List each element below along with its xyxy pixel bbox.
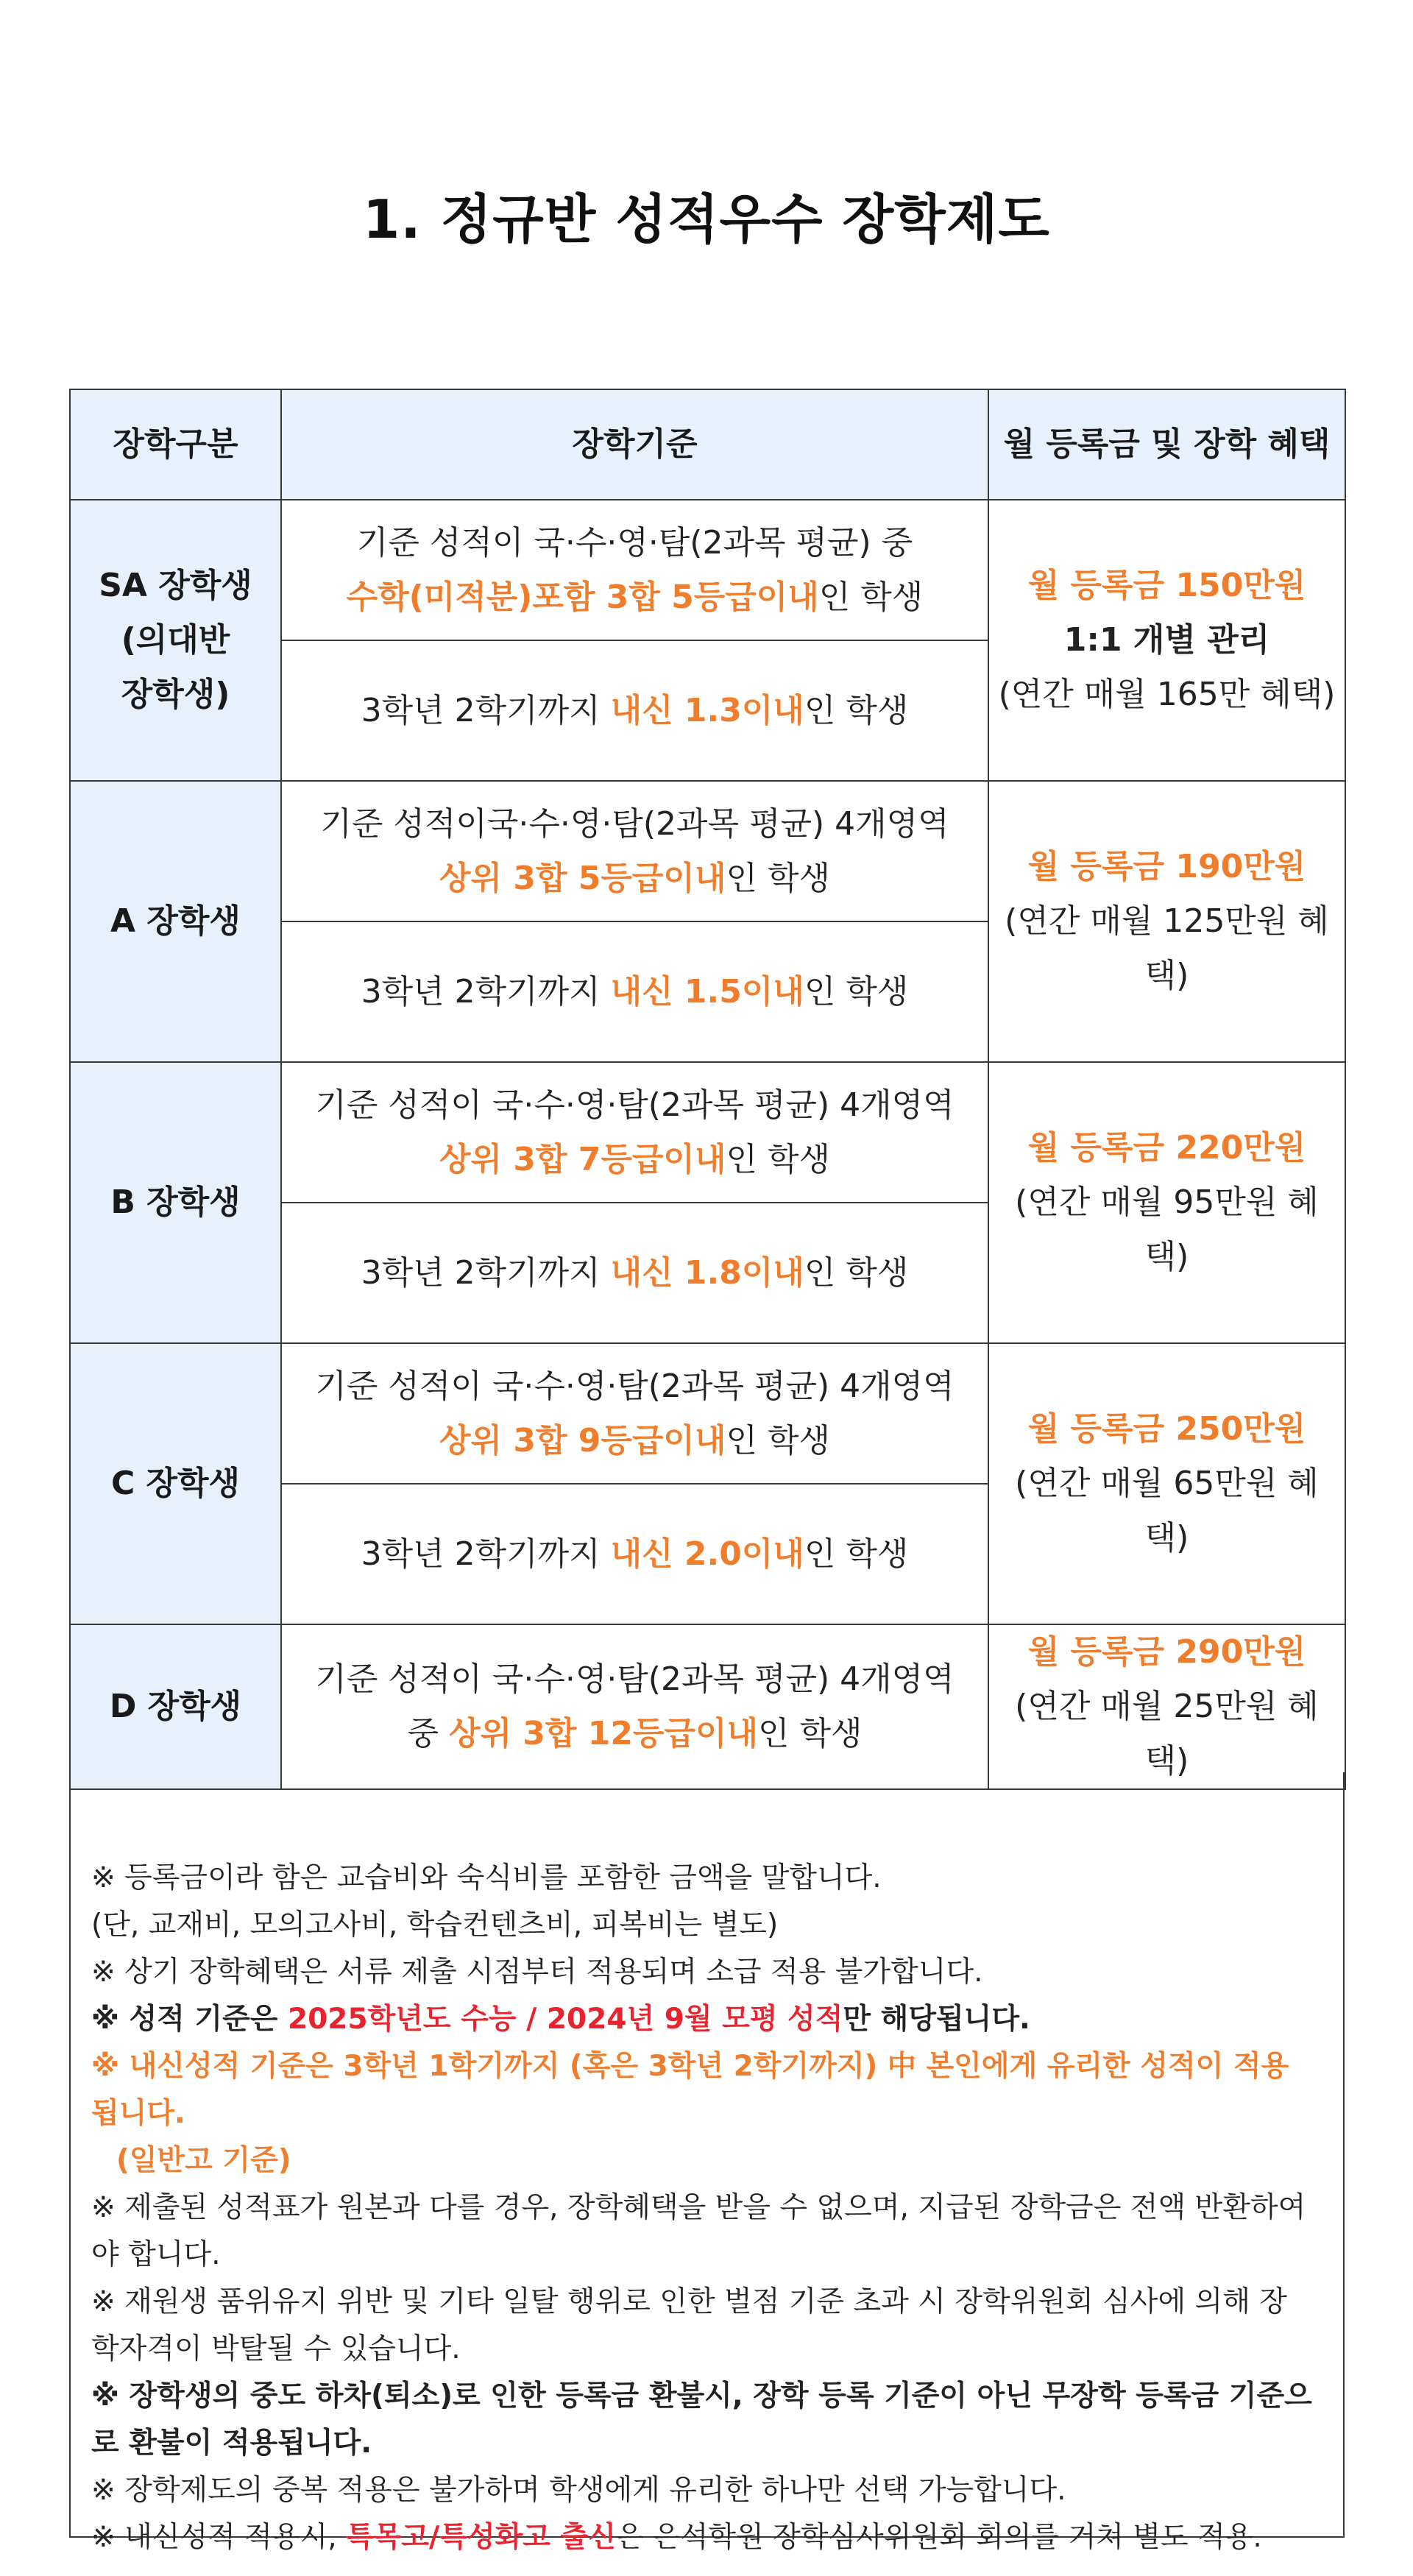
criteria-a-grade: 기준 성적이국·수·영·탐(2과목 평균) 4개영역 상위 3합 5등급이내인 학생 xyxy=(281,781,988,921)
note-9: ※ 장학제도의 중복 적용은 불가하며 학생에게 유리한 하나만 선택 가능합니다. xyxy=(91,2474,1066,2507)
note-2: (단, 교재비, 모의고사비, 학습컨텐츠비, 피복비는 별도) xyxy=(91,1908,779,1942)
note-3: ※ 상기 장학혜택은 서류 제출 시점부터 적용되며 소급 적용 불가합니다. xyxy=(91,1956,983,1989)
benefit-sa: 월 등록금 150만원 1:1 개별 관리 (연간 매월 165만 혜택) xyxy=(988,500,1345,781)
note-5b: (일반고 기준) xyxy=(116,2144,291,2177)
criteria-d-grade: 기준 성적이 국·수·영·탐(2과목 평균) 4개영역 중 상위 3합 12등급이내인 학생 xyxy=(281,1624,988,1789)
category-d: D 장학생 xyxy=(70,1624,281,1789)
benefit-a: 월 등록금 190만원 (연간 매월 125만원 혜택) xyxy=(988,781,1345,1062)
scholarship-table xyxy=(69,389,1346,1790)
criteria-sa-grade: 기준 성적이 국·수·영·탐(2과목 평균) 중 수학(미적분)포함 3합 5등급이내인 학생 xyxy=(281,500,988,640)
criteria-c-gpa: 3학년 2학기까지 내신 2.0이내인 학생 xyxy=(281,1484,988,1624)
criteria-a-gpa: 3학년 2학기까지 내신 1.5이내인 학생 xyxy=(281,921,988,1062)
category-c: C 장학생 xyxy=(70,1343,281,1624)
criteria-c-grade: 기준 성적이 국·수·영·탐(2과목 평균) 4개영역 상위 3합 9등급이내인 학생 xyxy=(281,1343,988,1484)
criteria-b-grade: 기준 성적이 국·수·영·탐(2과목 평균) 4개영역 상위 3합 7등급이내인 학생 xyxy=(281,1062,988,1203)
table-row-b xyxy=(70,1062,1345,1203)
table-row-sa xyxy=(70,500,1345,640)
note-8: ※ 장학생의 중도 하차(퇴소)로 인한 등록금 환불시, 장학 등록 기준이 아닌 무장학 등록금 기준으로 환불이 적용됩니다. xyxy=(91,2379,1312,2460)
table-header-row xyxy=(70,389,1345,500)
category-sa: SA 장학생 (의대반 장학생) xyxy=(70,500,281,781)
note-5: ※ 내신성적 기준은 3학년 1학기까지 (혹은 3학년 2학기까지) 中 본인에게 유리한 성적이 적용됩니다. xyxy=(91,2050,1289,2130)
note-10: ※ 내신성적 적용시, 특목고/특성화고 출신은 은석학원 장학심사위원회 회의를 거쳐 별도 적용. xyxy=(91,2521,1262,2554)
note-4: ※ 성적 기준은 2025학년도 수능 / 2024년 9월 모평 성적만 해당됩니다. xyxy=(91,2003,1030,2036)
criteria-sa-gpa: 3학년 2학기까지 내신 1.3이내인 학생 xyxy=(281,640,988,781)
header-benefit: 월 등록금 및 장학 혜택 xyxy=(988,389,1345,500)
note-7: ※ 재원생 품위유지 위반 및 기타 일탈 행위로 인한 벌점 기준 초과 시 장학위원회 심사에 의해 장학자격이 박탈될 수 있습니다. xyxy=(91,2285,1287,2366)
table-row-d xyxy=(70,1624,1345,1789)
benefit-b: 월 등록금 220만원 (연간 매월 95만원 혜택) xyxy=(988,1062,1345,1343)
table-row-a xyxy=(70,781,1345,921)
note-6: ※ 제출된 성적표가 원본과 다를 경우, 장학혜택을 받을 수 없으며, 지급된 장학금은 전액 반환하여야 합니다. xyxy=(91,2191,1306,2271)
header-criteria: 장학기준 xyxy=(281,389,988,500)
category-a: A 장학생 xyxy=(70,781,281,1062)
benefit-d: 월 등록금 290만원 (연간 매월 25만원 혜택) xyxy=(988,1624,1345,1789)
notes-box xyxy=(69,1772,1345,2554)
category-b: B 장학생 xyxy=(70,1062,281,1343)
note-1: ※ 등록금이라 함은 교습비와 숙식비를 포함한 금액을 말합니다. xyxy=(91,1861,882,1894)
page-title: 1. 정규반 성적우수 장학제도 xyxy=(363,188,1050,250)
header-category: 장학구분 xyxy=(70,389,281,500)
criteria-b-gpa: 3학년 2학기까지 내신 1.8이내인 학생 xyxy=(281,1203,988,1343)
benefit-c: 월 등록금 250만원 (연간 매월 65만원 혜택) xyxy=(988,1343,1345,1624)
table-row-c xyxy=(70,1343,1345,1484)
